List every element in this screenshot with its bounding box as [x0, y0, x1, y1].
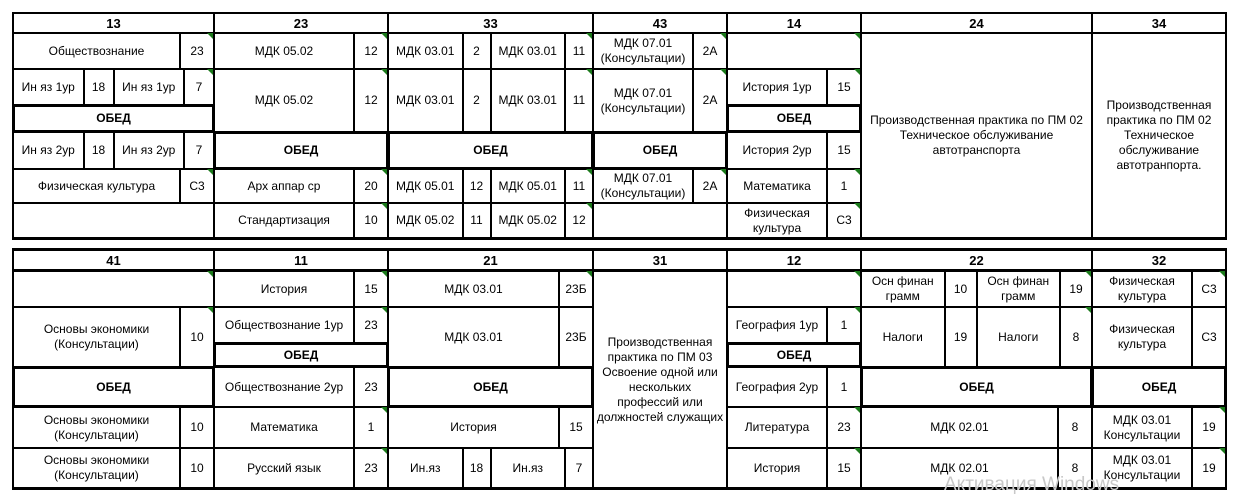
g43-empty[interactable] — [593, 203, 727, 238]
g21-row1-subject[interactable]: МДК 03.01 — [388, 271, 559, 307]
g22-row2-b[interactable]: Налоги — [977, 307, 1061, 367]
g23-row1-subject[interactable]: МДК 05.02 — [214, 33, 354, 69]
grid-line — [726, 248, 728, 489]
comment-marker-icon — [1085, 271, 1091, 277]
group-header-13: 13 — [13, 12, 214, 34]
comment-marker-icon — [381, 203, 387, 209]
g22-row2-a-room[interactable]: 19 — [945, 307, 977, 367]
grid-line — [1091, 12, 1093, 239]
g33-row2-b-room[interactable]: 11 — [565, 69, 593, 132]
g21-row2-room[interactable]: 23Б — [559, 307, 593, 367]
comment-marker-icon — [854, 271, 860, 277]
g32-row4-subject[interactable]: МДК 03.01 Консультации — [1092, 448, 1192, 488]
comment-marker-icon — [381, 169, 387, 175]
comment-marker-icon — [854, 169, 860, 175]
g14-empty[interactable] — [727, 33, 861, 69]
comment-marker-icon — [381, 448, 387, 454]
g12-row3-room[interactable]: 23 — [827, 407, 861, 448]
grid-line — [592, 12, 594, 239]
group-header-14: 14 — [727, 12, 861, 34]
g11-row3-room[interactable]: 23 — [354, 367, 388, 407]
g13-row3-a[interactable]: Ин яз 2ур — [13, 132, 84, 169]
g21-row3-room[interactable]: 15 — [559, 407, 593, 448]
g14-row3-subject[interactable]: Математика — [727, 169, 827, 203]
grid-line — [12, 238, 1227, 240]
g11-row5-subject[interactable]: Русский язык — [214, 448, 354, 488]
g11-row4-room[interactable]: 1 — [354, 407, 388, 448]
g12-row1-subject[interactable]: География 1ур — [727, 307, 827, 343]
g33-row4-b[interactable]: МДК 05.02 — [491, 203, 566, 238]
g21-row1-room[interactable]: 23Б — [559, 271, 593, 307]
g43-row2-room[interactable]: 2А — [693, 69, 727, 132]
comment-marker-icon — [586, 203, 592, 209]
comment-marker-icon — [381, 307, 387, 313]
g13-row3-b[interactable]: Ин яз 2ур — [114, 132, 185, 169]
comment-marker-icon — [854, 203, 860, 209]
g32-lunch: ОБЕД — [1092, 367, 1226, 407]
g12-row1-room[interactable]: 1 — [827, 307, 861, 343]
grid-line — [387, 12, 389, 239]
g23-row3-room[interactable]: 20 — [354, 169, 388, 203]
g22-row1-a[interactable]: Осн финан грамм — [861, 271, 945, 307]
comment-marker-icon — [586, 271, 592, 277]
group-header-23: 23 — [214, 12, 388, 34]
g14-row1-subject[interactable]: История 1ур — [727, 69, 827, 105]
g13-row1-subject[interactable]: Обществознание — [13, 33, 180, 69]
g21-row4-b[interactable]: Ин.яз — [491, 448, 566, 488]
g12-empty[interactable] — [727, 271, 861, 307]
g43-row2-subject[interactable]: МДК 07.01 (Консультации) — [593, 69, 693, 132]
g24-practice: Производственная практика по ПМ 02 Техническое обслуживание автотранспорта — [861, 33, 1092, 238]
grid-line — [12, 248, 14, 489]
comment-marker-icon — [1085, 307, 1091, 313]
g33-row4-a-room[interactable]: 11 — [463, 203, 491, 238]
g14-row4-subject[interactable]: Физическая культура — [727, 203, 827, 238]
g43-row1-room[interactable]: 2А — [693, 33, 727, 69]
comment-marker-icon — [1219, 448, 1225, 454]
g21-row3-subject[interactable]: История — [388, 407, 559, 448]
g32-row2-subject[interactable]: Физическая культура — [1092, 307, 1192, 367]
grid-line — [1225, 248, 1227, 489]
g22-row1-b[interactable]: Осн финан грамм — [977, 271, 1061, 307]
g22-row4-room[interactable]: 8 — [1058, 448, 1092, 488]
group-header-24: 24 — [861, 12, 1092, 34]
g11-row5-room[interactable]: 23 — [354, 448, 388, 488]
group-header-34: 34 — [1092, 12, 1226, 34]
comment-marker-icon — [720, 33, 726, 39]
g33-row2-a[interactable]: МДК 03.01 — [388, 69, 463, 132]
g23-row4-subject[interactable]: Стандартизация — [214, 203, 354, 238]
grid-line — [1225, 12, 1227, 239]
g33-row1-b[interactable]: МДК 03.01 — [491, 33, 566, 69]
g22-row4-subject[interactable]: МДК 02.01 — [861, 448, 1058, 488]
g13-row1-room[interactable]: 23 — [180, 33, 214, 69]
g33-row3-b[interactable]: МДК 05.01 — [491, 169, 566, 203]
g11-lunch: ОБЕД — [214, 343, 388, 367]
grid-line — [12, 248, 1227, 250]
g43-lunch: ОБЕД — [593, 132, 727, 169]
comment-marker-icon — [586, 169, 592, 175]
g32-row1-subject[interactable]: Физическая культура — [1092, 271, 1192, 307]
g32-row3-room[interactable]: 19 — [1192, 407, 1226, 448]
g34-practice: Производственная практика по ПМ 02 Техническое обслуживание автотранпорта. — [1092, 33, 1226, 238]
g13-lunch: ОБЕД — [13, 105, 214, 132]
g33-lunch: ОБЕД — [388, 132, 593, 169]
grid-line — [860, 12, 862, 239]
grid-line — [213, 12, 215, 239]
g43-row3-room[interactable]: 2А — [693, 169, 727, 203]
g13-row4-subject[interactable]: Физическая культура — [13, 169, 180, 203]
g11-row2-room[interactable]: 23 — [354, 307, 388, 343]
grid-line — [387, 248, 389, 489]
g13-row2-a-room[interactable]: 18 — [84, 69, 114, 105]
comment-marker-icon — [381, 69, 387, 75]
g12-lunch: ОБЕД — [727, 343, 861, 367]
g33-row1-a[interactable]: МДК 03.01 — [388, 33, 463, 69]
g23-row1-room[interactable]: 12 — [354, 33, 388, 69]
g12-row2-subject[interactable]: География 2ур — [727, 367, 827, 407]
group-header-32: 32 — [1092, 249, 1226, 271]
g11-row3-subject[interactable]: Обществознание 2ур — [214, 367, 354, 407]
g23-row2-subject[interactable]: МДК 05.02 — [214, 69, 354, 132]
comment-marker-icon — [207, 33, 213, 39]
comment-marker-icon — [381, 33, 387, 39]
comment-marker-icon — [720, 169, 726, 175]
g13-empty[interactable] — [13, 203, 214, 238]
comment-marker-icon — [207, 69, 213, 75]
g14-row2-subject[interactable]: История 2ур — [727, 132, 827, 169]
g14-lunch: ОБЕД — [727, 105, 861, 132]
g41-row2-subject[interactable]: Основы экономики (Консультации) — [13, 407, 180, 448]
g21-row4-a-room[interactable]: 18 — [463, 448, 491, 488]
group-header-43: 43 — [593, 12, 727, 34]
comment-marker-icon — [381, 407, 387, 413]
group-header-21: 21 — [388, 249, 593, 271]
grid-line — [1091, 248, 1093, 489]
comment-marker-icon — [854, 448, 860, 454]
g23-row2-room[interactable]: 12 — [354, 69, 388, 132]
g41-row3-room[interactable]: 10 — [180, 448, 214, 488]
g33-row4-b-room[interactable]: 12 — [565, 203, 593, 238]
comment-marker-icon — [207, 307, 213, 313]
g32-row2-room[interactable]: С3 — [1192, 307, 1226, 367]
g22-row2-a[interactable]: Налоги — [861, 307, 945, 367]
comment-marker-icon — [586, 33, 592, 39]
g33-row1-b-room[interactable]: 11 — [565, 33, 593, 69]
g33-row2-b[interactable]: МДК 03.01 — [491, 69, 566, 132]
g41-row3-subject[interactable]: Основы экономики (Консультации) — [13, 448, 180, 488]
g12-row3-subject[interactable]: Литература — [727, 407, 827, 448]
group-header-41: 41 — [13, 249, 214, 271]
g33-row3-b-room[interactable]: 11 — [565, 169, 593, 203]
comment-marker-icon — [1219, 407, 1225, 413]
g13-row3-a-room[interactable]: 18 — [84, 132, 114, 169]
g33-row3-a[interactable]: МДК 05.01 — [388, 169, 463, 203]
comment-marker-icon — [586, 69, 592, 75]
g21-lunch: ОБЕД — [388, 367, 593, 407]
g14-row3-room[interactable]: 1 — [827, 169, 861, 203]
comment-marker-icon — [207, 169, 213, 175]
g32-row3-subject[interactable]: МДК 03.01 Консультации — [1092, 407, 1192, 448]
grid-line — [726, 12, 728, 239]
comment-marker-icon — [854, 407, 860, 413]
g41-row2-room[interactable]: 10 — [180, 407, 214, 448]
g33-row4-a[interactable]: МДК 05.02 — [388, 203, 463, 238]
windows-activation-watermark: Активация Windows — [944, 474, 1120, 495]
g13-row3-b-room[interactable]: 7 — [184, 132, 214, 169]
g23-row4-room[interactable]: 10 — [354, 203, 388, 238]
g11-row2-subject[interactable]: Обществознание 1ур — [214, 307, 354, 343]
g13-row4-room[interactable]: С3 — [180, 169, 214, 203]
comment-marker-icon — [854, 33, 860, 39]
group-header-12: 12 — [727, 249, 861, 271]
g11-row1-subject[interactable]: История — [214, 271, 354, 307]
group-header-11: 11 — [214, 249, 388, 271]
comment-marker-icon — [1219, 271, 1225, 277]
g31-practice: Производственная практика по ПМ 03 Освоение одной или нескольких профессий или должностей служащих — [593, 271, 727, 488]
grid-line — [213, 248, 215, 489]
g11-row1-room[interactable]: 15 — [354, 271, 388, 307]
g22-row2-b-room[interactable]: 8 — [1060, 307, 1092, 367]
g12-row4-room[interactable]: 15 — [827, 448, 861, 488]
g14-row4-room[interactable]: С3 — [827, 203, 861, 238]
g32-row4-room[interactable]: 19 — [1192, 448, 1226, 488]
group-header-33: 33 — [388, 12, 593, 34]
g22-row1-a-room[interactable]: 10 — [945, 271, 977, 307]
g12-row4-subject[interactable]: История — [727, 448, 827, 488]
g33-row2-a-room[interactable]: 2 — [463, 69, 491, 132]
group-header-31: 31 — [593, 249, 727, 271]
g43-row3-subject[interactable]: МДК 07.01 (Консультации) — [593, 169, 693, 203]
comment-marker-icon — [854, 69, 860, 75]
grid-line — [592, 248, 594, 489]
g12-row2-room[interactable]: 1 — [827, 367, 861, 407]
g21-row2-subject[interactable]: МДК 03.01 — [388, 307, 559, 367]
comment-marker-icon — [854, 307, 860, 313]
g23-lunch: ОБЕД — [214, 132, 388, 169]
group-header-22: 22 — [861, 249, 1092, 271]
g33-row3-a-room[interactable]: 12 — [463, 169, 491, 203]
g33-row1-a-room[interactable]: 2 — [463, 33, 491, 69]
g41-lunch: ОБЕД — [13, 367, 214, 407]
g21-row4-b-room[interactable]: 7 — [565, 448, 593, 488]
grid-line — [12, 12, 14, 239]
g14-row1-room[interactable]: 15 — [827, 69, 861, 105]
g23-row3-subject[interactable]: Арх аппар ср — [214, 169, 354, 203]
g41-row1-subject[interactable]: Основы экономики (Консультации) — [13, 307, 180, 367]
g13-row2-b[interactable]: Ин яз 1ур — [114, 69, 185, 105]
g11-row4-subject[interactable]: Математика — [214, 407, 354, 448]
g22-row1-b-room[interactable]: 19 — [1060, 271, 1092, 307]
g13-row2-b-room[interactable]: 7 — [184, 69, 214, 105]
grid-line — [12, 12, 1227, 14]
g13-row2-a[interactable]: Ин яз 1ур — [13, 69, 84, 105]
g22-row3-room[interactable]: 8 — [1058, 407, 1092, 448]
g14-row2-room[interactable]: 15 — [827, 132, 861, 169]
g22-row3-subject[interactable]: МДК 02.01 — [861, 407, 1058, 448]
comment-marker-icon — [381, 271, 387, 277]
g43-row1-subject[interactable]: МДК 07.01 (Консультации) — [593, 33, 693, 69]
g41-empty[interactable] — [13, 271, 214, 307]
g21-row4-a[interactable]: Ин.яз — [388, 448, 463, 488]
comment-marker-icon — [720, 69, 726, 75]
g41-row1-room[interactable]: 10 — [180, 307, 214, 367]
comment-marker-icon — [207, 271, 213, 277]
g32-row1-room[interactable]: С3 — [1192, 271, 1226, 307]
grid-line — [860, 248, 862, 489]
g22-lunch: ОБЕД — [861, 367, 1092, 407]
